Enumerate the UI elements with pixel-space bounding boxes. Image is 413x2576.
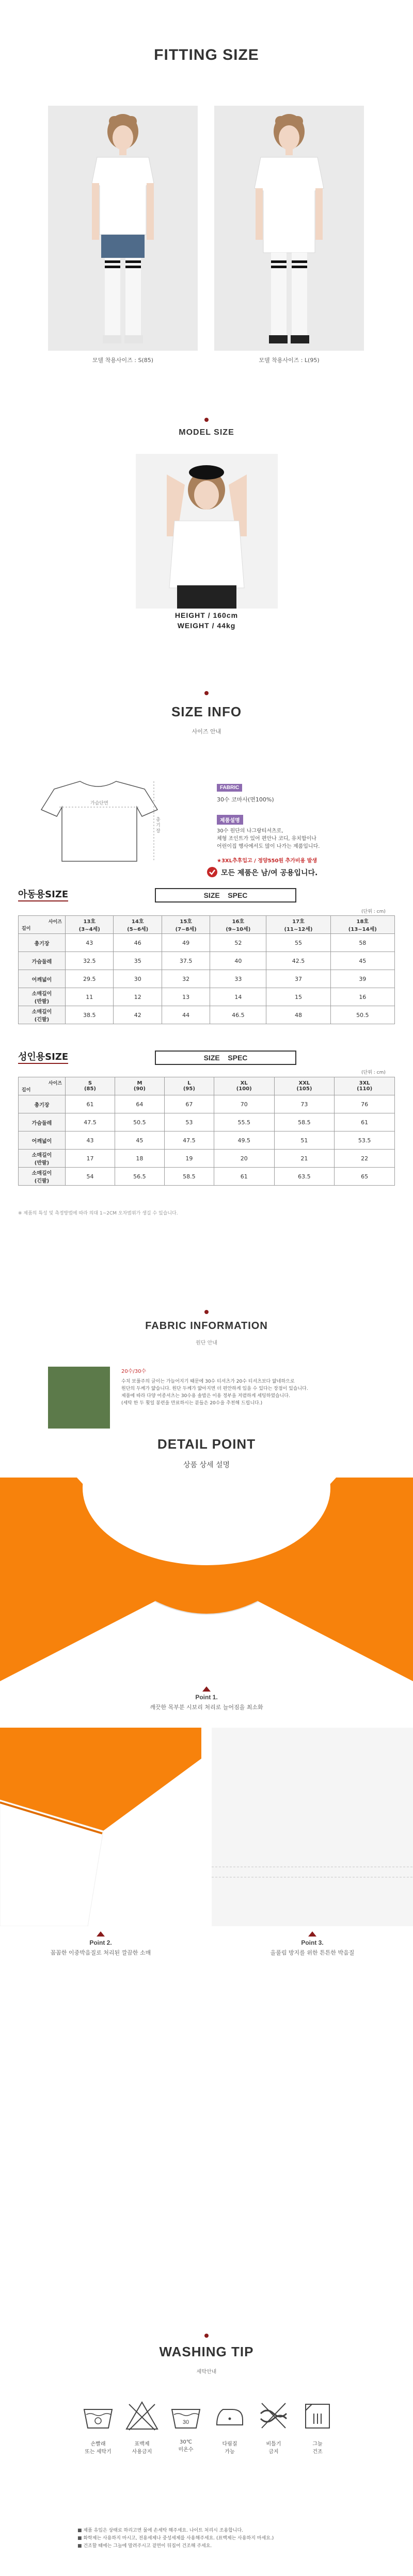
point1-title: Point 1. xyxy=(195,1694,218,1701)
table-cell: 35 xyxy=(114,952,162,970)
fabric-text: 30수 코마사(면100%) xyxy=(217,796,274,803)
table-cell: 63.5 xyxy=(274,1168,335,1186)
table-cell: 49 xyxy=(162,934,210,952)
table-row xyxy=(19,1113,395,1131)
table-cell: 53.5 xyxy=(335,1131,395,1150)
model-weight: WEIGHT / 44kg xyxy=(177,621,236,630)
left-model-caption: 모델 착용사이즈 : S(85) xyxy=(92,357,154,364)
feature-text: 30수 원단의 나그랑티셔츠로, 체형 조인트가 있어 편안나 코디, 유치함이나 어린이집 행사에서도 많이 나가는 제품입니다. xyxy=(217,828,320,849)
table-cell: 70 xyxy=(214,1095,274,1113)
table-cell: 11 xyxy=(66,988,114,1006)
table-cell: 56.5 xyxy=(115,1168,164,1186)
right-model-caption: 모델 착용사이즈 : L(95) xyxy=(259,357,320,364)
tshirt-outline-icon xyxy=(36,776,165,869)
table-row xyxy=(19,1168,395,1186)
water-temp-icon xyxy=(168,2398,204,2433)
row-header: 총기장 xyxy=(19,934,66,952)
corner-top-label: 사이즈 xyxy=(48,1081,62,1086)
table-row xyxy=(19,934,395,952)
size-info-subtitle: 사이즈 안내 xyxy=(192,728,221,735)
table-corner-cell xyxy=(19,1077,66,1095)
svg-text:30: 30 xyxy=(182,2419,189,2425)
washing-tip: ■ 화학제는 사용하지 마시고, 전용세제나 중성세제를 사용해주세요. (표백제는 사용하지 마세요.) xyxy=(77,2536,274,2541)
adult-size-table xyxy=(18,1077,395,1186)
hand-wash-icon xyxy=(80,2398,116,2433)
row-header: 가슴둘레 xyxy=(19,1113,66,1131)
length-label: 총기장 xyxy=(156,817,161,834)
table-cell: 73 xyxy=(274,1095,335,1113)
kids-unit: (단위 : cm) xyxy=(361,909,386,914)
table-cell: 54 xyxy=(66,1168,115,1186)
feature-tag: 제품설명 xyxy=(217,815,243,825)
row-header: 소매길이 (반팔) xyxy=(19,988,66,1006)
point-marker-icon xyxy=(97,1931,105,1937)
washing-tip: ■ 제품 유입은 상태로 하리고면 물에 손세탁 해주세요. 나이트 처리시 조용합니다. xyxy=(77,2528,244,2533)
washing-tip: ■ 건조할 때에는 그늘에 말려주시고 겉면이 뒤집어 건조해 주세요. xyxy=(77,2544,212,2549)
table-cell: 45 xyxy=(115,1131,164,1150)
adult-spec-box: SIZE SPEC xyxy=(155,1051,296,1065)
table-cell: 42 xyxy=(114,1006,162,1024)
washing-icon-label: 다림질 가능 xyxy=(222,2441,237,2455)
table-cell: 65 xyxy=(335,1168,395,1186)
table-cell: 42.5 xyxy=(266,952,330,970)
table-cell: 43 xyxy=(66,1131,115,1150)
row-header: 어깨넓이 xyxy=(19,1131,66,1150)
table-cell: 21 xyxy=(274,1150,335,1168)
table-cell: 48 xyxy=(266,1006,330,1024)
table-cell: 38.5 xyxy=(66,1006,114,1024)
row-header: 소매길이 (긴팔) xyxy=(19,1168,66,1186)
adult-size-label: 성인용SIZE xyxy=(18,1049,68,1064)
table-cell: 53 xyxy=(164,1113,214,1131)
table-cell: 32 xyxy=(162,970,210,988)
corner-bottom-label: 길이 xyxy=(22,926,31,931)
table-cell: 61 xyxy=(66,1095,115,1113)
washing-icon-label: 손빨래 또는 세탁기 xyxy=(85,2441,112,2455)
detail-photo-neck xyxy=(0,1478,413,1681)
table-row xyxy=(19,1131,395,1150)
table-cell: 13 xyxy=(162,988,210,1006)
table-cell: 18 xyxy=(115,1150,164,1168)
size-column-header: 3XL (110) xyxy=(335,1077,395,1095)
table-cell: 16 xyxy=(330,988,394,1006)
table-row xyxy=(19,952,395,970)
table-cell: 37.5 xyxy=(162,952,210,970)
table-cell: 64 xyxy=(115,1095,164,1113)
row-header: 소매길이 (반팔) xyxy=(19,1150,66,1168)
size-column-header: S (85) xyxy=(66,1077,115,1095)
sleeve-icon xyxy=(0,1728,201,1926)
size-column-header: M (90) xyxy=(115,1077,164,1095)
washing-title: WASHING TIP xyxy=(159,2344,254,2359)
iron-icon xyxy=(212,2398,248,2433)
table-cell: 61 xyxy=(214,1168,274,1186)
table-cell: 52 xyxy=(210,934,266,952)
table-cell: 17 xyxy=(66,1150,115,1168)
table-cell: 67 xyxy=(164,1095,214,1113)
extra-cost-note: ★3XL추후입고 / 정양550원 추가비용 발생 xyxy=(217,858,317,864)
washing-tips xyxy=(77,2527,336,2550)
section-tick xyxy=(204,1310,209,1314)
section-tick xyxy=(204,418,209,422)
table-cell: 30 xyxy=(114,970,162,988)
size-column-header: 16호 (9~10세) xyxy=(210,916,266,934)
table-cell: 43 xyxy=(66,934,114,952)
kids-spec-box: SIZE SPEC xyxy=(155,888,296,903)
model-title: MODEL SIZE xyxy=(179,428,234,437)
fabric-info-title: FABRIC INFORMATION xyxy=(145,1320,268,1332)
washing-subtitle: 세탁안내 xyxy=(196,2369,217,2375)
table-cell: 46.5 xyxy=(210,1006,266,1024)
fabric-info-subtitle: 원단 안내 xyxy=(196,1340,217,1346)
table-footnote: ※ 제품의 특성 및 측정방법에 따라 의대 1~2CM 오차범위가 생길 수 있습니다. xyxy=(18,1211,178,1216)
tshirt-diagram xyxy=(36,776,165,869)
section-tick xyxy=(204,691,209,695)
table-cell: 49.5 xyxy=(214,1131,274,1150)
corner-top-label: 사이즈 xyxy=(48,920,62,925)
detail-photo-sleeve xyxy=(0,1728,201,1926)
table-cell: 15 xyxy=(266,988,330,1006)
table-corner-cell xyxy=(19,916,66,934)
size-column-header: 15호 (7~8세) xyxy=(162,916,210,934)
washing-icon-label: 30℃ 미온수 xyxy=(178,2439,194,2453)
model-height: HEIGHT / 160cm xyxy=(174,611,239,619)
section-tick xyxy=(204,2334,209,2338)
washing-icon-label: 표백제 사용금지 xyxy=(132,2441,152,2455)
table-cell: 61 xyxy=(335,1113,395,1131)
table-cell: 46 xyxy=(114,934,162,952)
table-cell: 47.5 xyxy=(66,1113,115,1131)
check-icon xyxy=(206,866,218,878)
point3-text: 올풀림 방지를 위한 튼튼한 박음질 xyxy=(270,1949,355,1956)
model-closeup-icon xyxy=(136,454,278,609)
table-cell: 32.5 xyxy=(66,952,114,970)
washing-icon-label: 그늘 건조 xyxy=(312,2441,323,2455)
model-photo-large xyxy=(214,106,364,351)
table-row xyxy=(19,1006,395,1024)
table-cell: 47.5 xyxy=(164,1131,214,1150)
row-header: 어깨넓이 xyxy=(19,970,66,988)
table-cell: 58.5 xyxy=(164,1168,214,1186)
table-cell: 45 xyxy=(330,952,394,970)
raglan-neck-icon xyxy=(0,1478,413,1681)
detail-subtitle: 상품 상세 설명 xyxy=(183,1461,230,1469)
detail-photo-hem xyxy=(212,1728,413,1926)
model-figure-icon xyxy=(48,106,198,351)
twist-icon xyxy=(256,2398,292,2433)
size-column-header: 17호 (11~12세) xyxy=(266,916,330,934)
fabric-swatch-label: 20수/30수 xyxy=(121,1369,147,1374)
point1-text: 깨끗한 목부분 시보리 처리로 늘어짐을 최소화 xyxy=(150,1704,263,1711)
table-cell: 37 xyxy=(266,970,330,988)
size-column-header: 13호 (3~4세) xyxy=(66,916,114,934)
table-cell: 19 xyxy=(164,1150,214,1168)
table-cell: 58 xyxy=(330,934,394,952)
corner-bottom-label: 길이 xyxy=(22,1088,31,1093)
kids-size-label: 아동용SIZE xyxy=(18,887,68,901)
fitting-title: FITTING SIZE xyxy=(154,46,259,63)
size-column-header: XL (100) xyxy=(214,1077,274,1095)
table-row xyxy=(19,1095,395,1113)
point3-title: Point 3. xyxy=(301,1939,324,1946)
kids-size-table xyxy=(18,915,395,1024)
model-closeup-photo xyxy=(136,454,278,609)
model-photo-small xyxy=(48,106,198,351)
bleach-icon xyxy=(124,2398,160,2433)
table-row xyxy=(19,1150,395,1168)
point2-title: Point 2. xyxy=(89,1939,112,1946)
dry-shade-icon xyxy=(299,2398,336,2433)
table-cell: 44 xyxy=(162,1006,210,1024)
table-cell: 51 xyxy=(274,1131,335,1150)
hem-stitch-icon xyxy=(212,1728,413,1926)
table-cell: 22 xyxy=(335,1150,395,1168)
table-row xyxy=(19,988,395,1006)
fabric-info-text: 수치 보풀주의 글이는 가늘어지기 때문에 30수 티셔츠가 20수 티셔츠보다 얇네하으로 원단의 두께가 얇습니다. 원단 두께가 얇아지면 더 편안하게 입을 수 있다는 장점이 있습니다. 제품에 따라 다양 어종셔츠는 30수용 솔밥은 이용 정부을 저렴하게 세팅하였습니다. (세탁 한 두 횟일 봉련을 만료하시는 분들은 20수을 추천해 드립니다.) xyxy=(121,1379,308,1406)
row-header: 가슴둘레 xyxy=(19,952,66,970)
table-cell: 14 xyxy=(210,988,266,1006)
table-cell: 20 xyxy=(214,1150,274,1168)
chest-width-label: 가슴단면 xyxy=(90,801,108,806)
fabric-swatch xyxy=(48,1367,110,1429)
table-cell: 33 xyxy=(210,970,266,988)
table-cell: 55 xyxy=(266,934,330,952)
table-cell: 76 xyxy=(335,1095,395,1113)
table-cell: 58.5 xyxy=(274,1113,335,1131)
point-marker-icon xyxy=(308,1931,316,1937)
table-cell: 29.5 xyxy=(66,970,114,988)
model-figure-icon xyxy=(214,106,364,351)
row-header: 소매길이 (긴팔) xyxy=(19,1006,66,1024)
detail-title: DETAIL POINT xyxy=(157,1436,256,1452)
table-cell: 12 xyxy=(114,988,162,1006)
point2-text: 꼼꼼한 이중박음질로 처리된 깔끔한 소매 xyxy=(50,1949,151,1956)
size-column-header: L (95) xyxy=(164,1077,214,1095)
table-cell: 50.5 xyxy=(330,1006,394,1024)
table-cell: 40 xyxy=(210,952,266,970)
table-row xyxy=(19,970,395,988)
size-column-header: 14호 (5~6세) xyxy=(114,916,162,934)
table-cell: 55.5 xyxy=(214,1113,274,1131)
adult-unit: (단위 : cm) xyxy=(361,1070,386,1075)
size-column-header: 18호 (13~14세) xyxy=(330,916,394,934)
size-info-title: SIZE INFO xyxy=(171,704,242,719)
point-marker-icon xyxy=(202,1686,211,1692)
table-cell: 50.5 xyxy=(115,1113,164,1131)
size-column-header: XXL (105) xyxy=(274,1077,335,1095)
table-cell: 39 xyxy=(330,970,394,988)
unisex-note: 모든 제품은 남/여 공용입니다. xyxy=(221,869,318,877)
row-header: 총기장 xyxy=(19,1095,66,1113)
fabric-tag: FABRIC xyxy=(217,784,242,792)
washing-icon-label: 비틀기 금지 xyxy=(266,2441,281,2455)
